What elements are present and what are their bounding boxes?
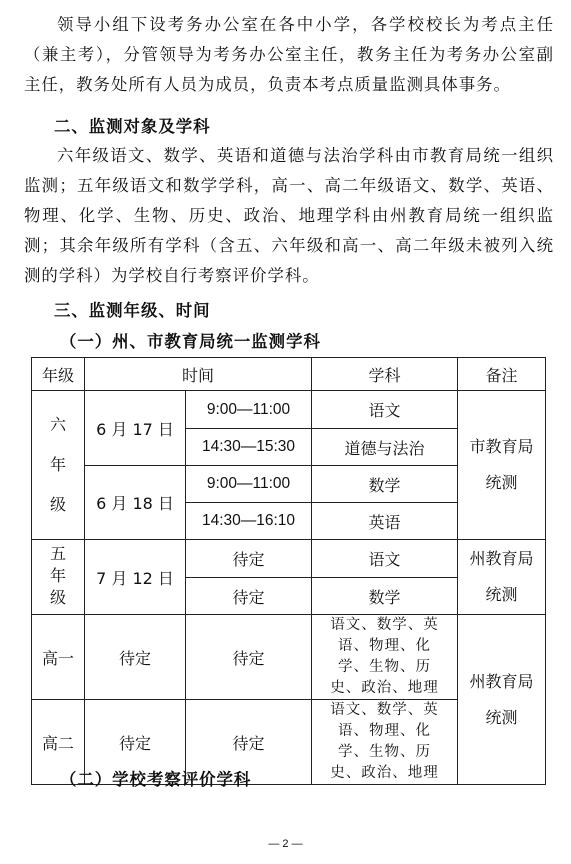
- table-row: [32, 391, 546, 429]
- senior-note: [458, 615, 546, 785]
- senior2-grade: 高二: [32, 700, 85, 785]
- table-row: [32, 615, 546, 700]
- grade6-day2-slot1-time: 9:00—11:00: [186, 466, 312, 503]
- senior1-subjects-text: 语文、数学、英语、物理、化学、生物、历史、政治、地理: [330, 617, 439, 696]
- header-note: 备注: [458, 358, 546, 391]
- grade6-label: [32, 391, 85, 540]
- grade6-day2-slot2-time: 14:30—16:10: [186, 503, 312, 540]
- grade6-day2-slot1-subject: 数学: [312, 466, 458, 503]
- senior2-subjects-text: 语文、数学、英语、物理、化学、生物、历史、政治、地理: [330, 702, 439, 781]
- grade5-slot2-subject: 数学: [312, 578, 458, 615]
- grade5-label: [32, 540, 85, 615]
- grade6-label-text: 六年级: [50, 415, 67, 514]
- page-number: — 2 —: [268, 838, 303, 850]
- grade6-day1-slot1-time: 9:00—11:00: [186, 391, 312, 429]
- subsection1-heading: （一）州、市教育局统一监测学科: [60, 332, 321, 351]
- senior2-subjects: [312, 700, 458, 785]
- subsection2-heading: （二）学校考察评价学科: [60, 770, 252, 789]
- grade5-note-text: 州教育局统测: [469, 549, 534, 604]
- grade5-slot1-subject: 语文: [312, 540, 458, 578]
- section2-heading: 二、监测对象及学科: [54, 117, 211, 136]
- senior2-time: 待定: [186, 700, 312, 785]
- senior1-time: 待定: [186, 615, 312, 700]
- table-row: [32, 540, 546, 578]
- grade6-day1-slot2-subject: 道德与法治: [312, 429, 458, 466]
- grade5-slot2-time: 待定: [186, 578, 312, 615]
- senior1-grade: 高一: [32, 615, 85, 700]
- grade6-day1-slot1-subject: 语文: [312, 391, 458, 429]
- header-grade: 年级: [32, 358, 85, 391]
- grade6-day2-slot2-subject: 英语: [312, 503, 458, 540]
- grade5-slot1-time: 待定: [186, 540, 312, 578]
- schedule-table: [31, 357, 546, 785]
- table-header-row: [32, 358, 546, 391]
- grade6-day1-slot2-time: 14:30—15:30: [186, 429, 312, 466]
- section2-paragraph: 六年级语文、数学、英语和道德与法治学科由市教育局统一组织监测；五年级语文和数学学科，高一、高二年级语文、数学、英语、物理、化学、生物、历史、政治、地理学科由州教育局统一组织监测；其余年级所有学科（含五、六年级和高一、高二年级未被列入统测的学科）为学校自行考察评价学科。: [24, 146, 554, 285]
- senior1-date: 待定: [85, 615, 186, 700]
- senior1-subjects: [312, 615, 458, 700]
- grade6-note: [458, 391, 546, 540]
- header-time: 时间: [85, 358, 312, 391]
- header-subject: 学科: [312, 358, 458, 391]
- grade5-label-text: 五年级: [50, 544, 67, 607]
- grade6-day1-date: 6 月 17 日: [85, 391, 186, 466]
- senior-note-text: 州教育局统测: [469, 671, 534, 727]
- senior2-date: 待定: [85, 700, 186, 785]
- grade5-note: [458, 540, 546, 615]
- grade6-note-text: 市教育局统测: [469, 437, 534, 492]
- intro-paragraph: 领导小组下设考务办公室在各中小学，各学校校长为考点主任（兼主考），分管领导为考务办公室主任，教务主任为考务办公室副主任，教务处所有人员为成员，负责本考点质量监测具体事务。: [24, 15, 554, 94]
- section3-heading: 三、监测年级、时间: [54, 301, 211, 320]
- grade5-date: 7 月 12 日: [85, 540, 186, 615]
- grade6-day2-date: 6 月 18 日: [85, 466, 186, 540]
